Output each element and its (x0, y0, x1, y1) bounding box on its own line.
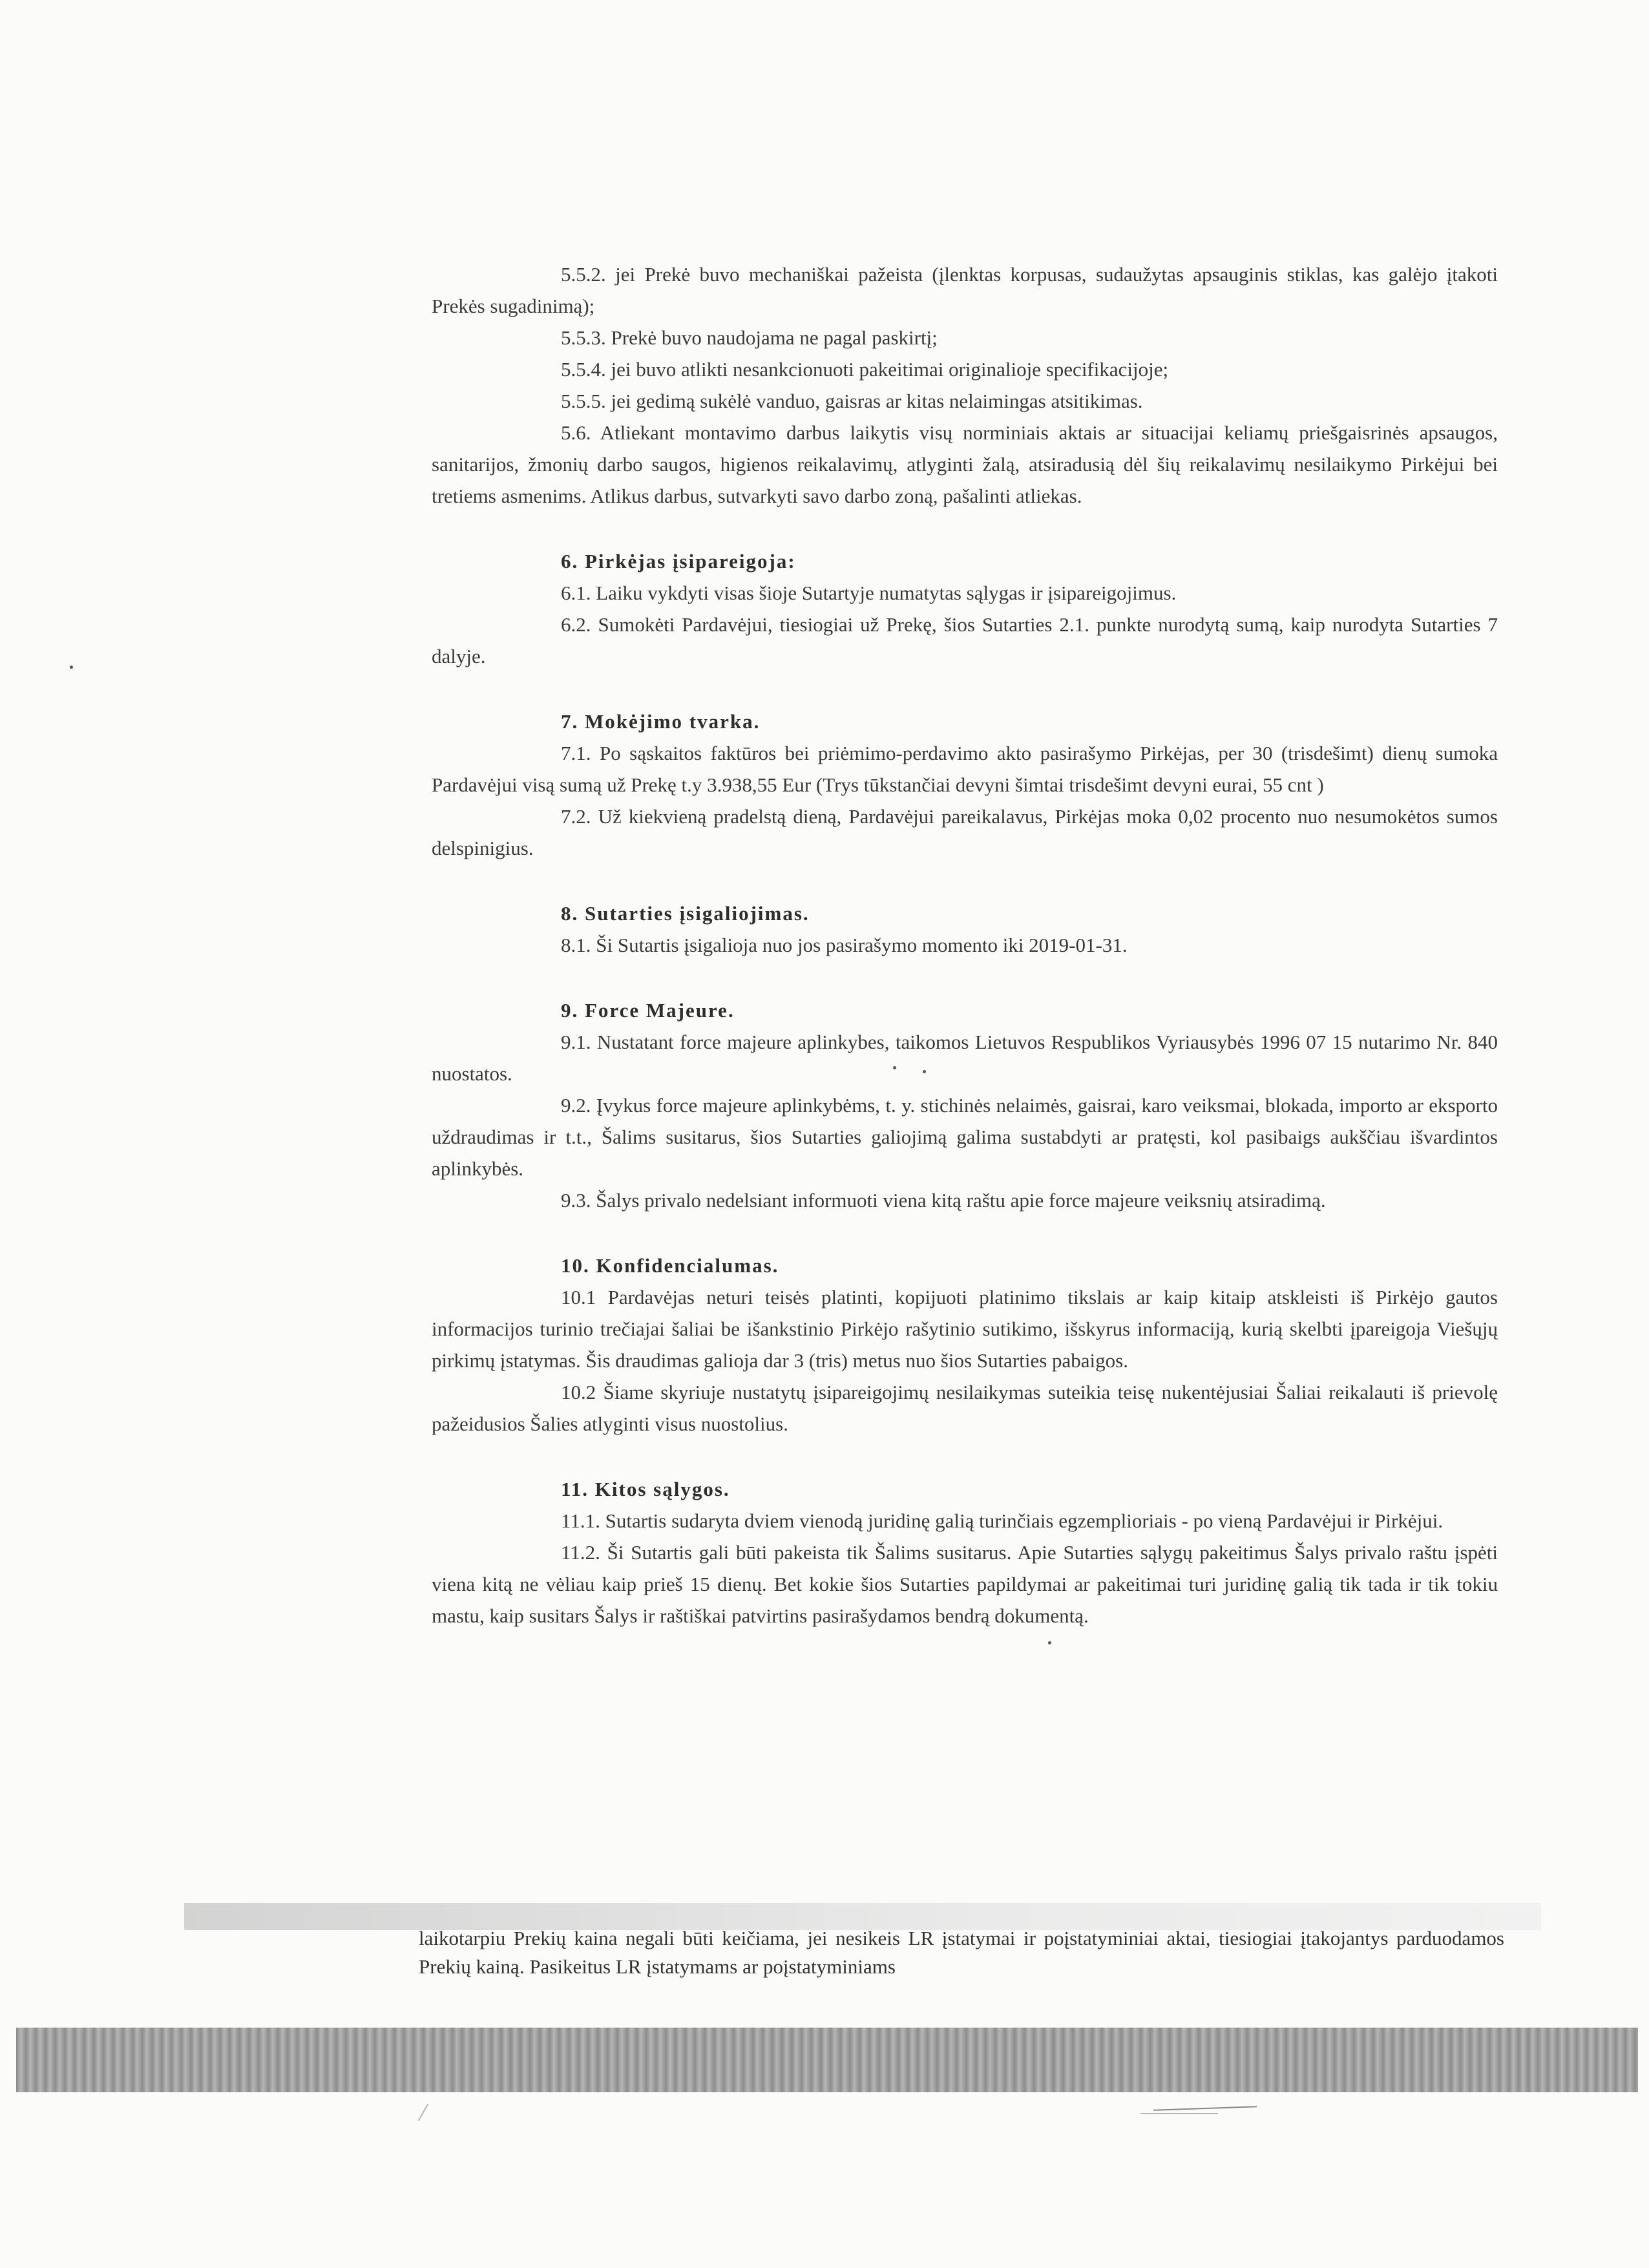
clause-paragraph: 10.2 Šiame skyriuje nustatytų įsipareigojimų nesilaikymas suteikia teisę nukentėjusiai Šaliai reikalauti iš prievolę pažeidusios Šalies atlyginti visus nuostolius. (432, 1381, 1498, 1435)
clause-paragraph: 11.2. Ši Sutartis gali būti pakeista tik Šalims susitarus. Apie Sutarties sąlygų pakeitimus Šalys privalo raštu įspėti viena kitą ne vėliau kaip prieš 15 dienų. Bet kokie šios Sutarties papildymai ar pakeitimai turi juridinę galią tik tada ir tik tokiu mastu, kaip susitars Šalys ir raštiškai patvirtins pasirašydamos bendrą dokumentą. (432, 1541, 1498, 1627)
section-heading: 11. Kitos sąlygos. (561, 1478, 730, 1500)
clause-paragraph: 7.1. Po sąskaitos faktūros bei priėmimo-perdavimo akto pasirašymo Pirkėjas, per 30 (trisdešimt) dienų sumoka Pardavėjui visą sumą už Prekę t.y 3.938,55 Eur (Trys tūkstančiai devyni šimtai trisdešimt devyni eurai, 55 cnt ) (432, 742, 1498, 796)
section-heading: 9. Force Majeure. (561, 999, 735, 1022)
clause-paragraph: 11.1. Sutartis sudaryta dviem vienodą juridinę galią turinčiais egzemplioriais - po vieną Pardavėjui ir Pirkėjui. (561, 1509, 1444, 1532)
section-heading: 10. Konfidencialumas. (561, 1254, 779, 1277)
next-page-fragment (419, 1924, 1504, 1981)
section-gap (432, 864, 1498, 898)
clause-paragraph: 9.1. Nustatant force majeure aplinkybes, taikomos Lietuvos Respublikos Vyriausybės 1996 07 15 nutarimo Nr. 840 nuostatos. (432, 1031, 1498, 1085)
clause-paragraph: 9.2. Įvykus force majeure aplinkybėms, t. y. stichinės nelaimės, gaisrai, karo veiksmai, blokada, importo ar eksporto uždraudimas ir t.t., Šalims susitarus, šios Sutarties galiojimą galima sustabdyti ar pratęsti, kol pasibaigs aukščiau išvardintos aplinkybės. (432, 1094, 1498, 1180)
scan-speck (1048, 1641, 1051, 1644)
section-heading: 7. Mokėjimo tvarka. (561, 710, 761, 733)
clause-paragraph: 6.1. Laiku vykdyti visas šioje Sutartyje numatytas sąlygas ir įsipareigojimus. (561, 582, 1177, 604)
section-gap (432, 512, 1498, 545)
clause-paragraph: 5.5.4. jei buvo atlikti nesankcionuoti pakeitimai originalioje specifikacijoje; (561, 358, 1169, 381)
section-gap (432, 961, 1498, 994)
scan-speck (893, 1066, 896, 1069)
clause-paragraph: 6.2. Sumokėti Pardavėjui, tiesiogiai už Prekę, šios Sutarties 2.1. punkte nurodytą sumą, kaip nurodyta Sutarties 7 dalyje. (432, 613, 1498, 667)
contract-body (432, 258, 1498, 1632)
scan-dark-band (16, 2028, 1638, 2092)
clause-paragraph: 8.1. Ši Sutartis įsigalioja nuo jos pasirašymo momento iki 2019-01-31. (561, 934, 1128, 956)
section-gap (432, 1216, 1498, 1250)
section-heading: 6. Pirkėjas įsipareigoja: (561, 550, 796, 572)
scan-scratch (418, 2104, 429, 2121)
next-page-text: laikotarpiu Prekių kaina negali būti keičiama, jei nesikeis LR įstatymai ir poįstatyminiai aktai, tiesiogiai įtakojantys parduodamos Prekių kainą. Pasikeitus LR įstatymams ar poįstatyminiams (419, 1927, 1504, 1978)
scan-speck (923, 1070, 926, 1073)
clause-paragraph: 7.2. Už kiekvieną pradelstą dieną, Pardavėjui pareikalavus, Pirkėjas moka 0,02 procento nuo nesumokėtos sumos delspinigius. (432, 805, 1498, 859)
section-heading: 8. Sutarties įsigaliojimas. (561, 902, 810, 925)
scan-scratch (1140, 2113, 1218, 2114)
clause-paragraph: 5.5.5. jei gedimą sukėlė vanduo, gaisras ar kitas nelaimingas atsitikimas. (561, 390, 1143, 412)
clause-paragraph: 5.6. Atliekant montavimo darbus laikytis visų norminiais aktais ar situacijai keliamų priešgaisrinės apsaugos, sanitarijos, žmonių darbo saugos, higienos reikalavimų, atlyginti žalą, atsiradusią dėl šių reikalavimų nesilaikymo Pirkėjui bei tretiems asmenims. Atlikus darbus, sutvarkyti savo darbo zoną, pašalinti atliekas. (432, 421, 1498, 507)
section-gap (432, 1440, 1498, 1473)
clause-paragraph: 9.3. Šalys privalo nedelsiant informuoti viena kitą raštu apie force majeure veiksnių atsiradimą. (561, 1189, 1326, 1212)
section-gap (432, 672, 1498, 706)
clause-paragraph: 5.5.3. Prekė buvo naudojama ne pagal paskirtį; (561, 326, 938, 349)
clause-paragraph: 5.5.2. jei Prekė buvo mechaniškai pažeista (įlenktas korpusas, sudaužytas apsauginis stiklas, kas galėjo įtakoti Prekės sugadinimą); (432, 263, 1498, 317)
clause-paragraph: 10.1 Pardavėjas neturi teisės platinti, kopijuoti platinimo tikslais ar kaip kitaip atskleisti iš Pirkėjo gautos informacijos turinio trečiajai šaliai be išankstinio Pirkėjo rašytinio sutikimo, išskyrus informaciją, kurią skelbti įpareigoja Viešųjų pirkimų įstatymas. Šis draudimas galioja dar 3 (tris) metus nuo šios Sutarties pabaigos. (432, 1286, 1498, 1372)
scan-speck (70, 666, 73, 669)
scan-scratch (1153, 2106, 1257, 2111)
